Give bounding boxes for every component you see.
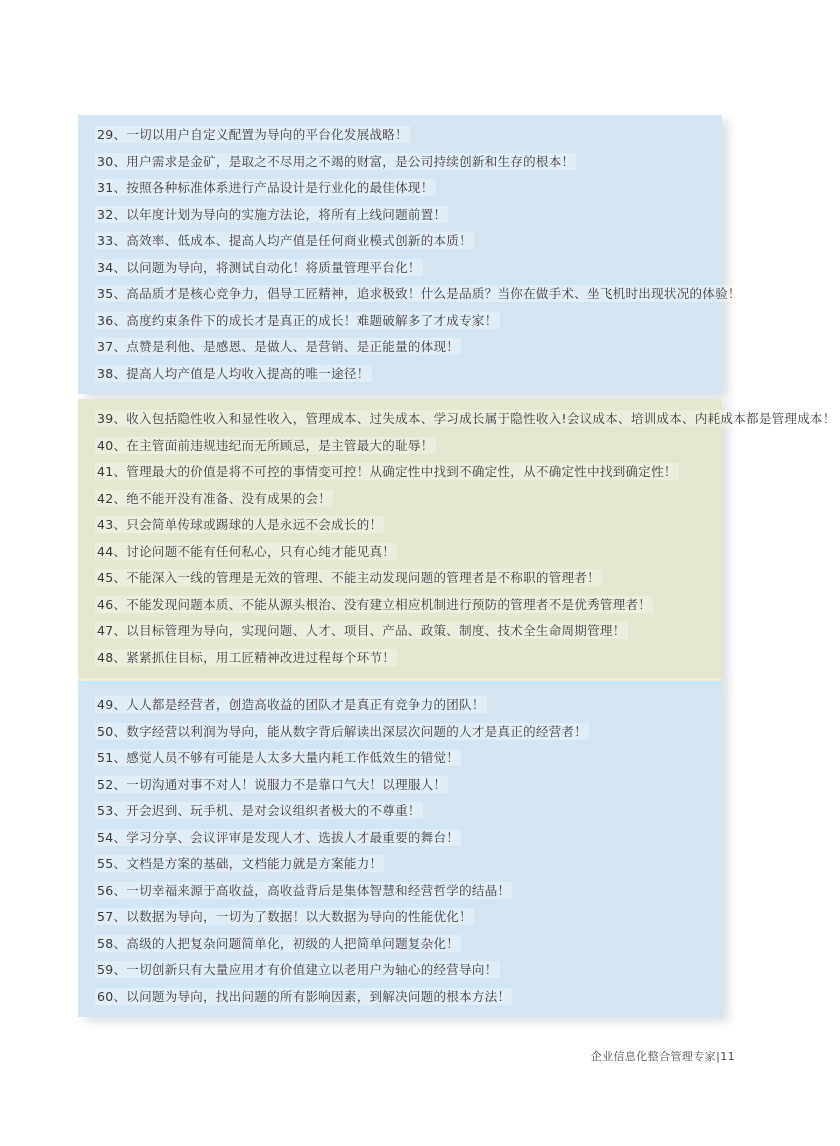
- list-item: [95, 149, 708, 176]
- quote-text: 42、绝不能开没有准备、没有成果的会！: [97, 490, 332, 506]
- quote-text: 35、高品质才是核心竞争力，倡导工匠精神，追求极致！什么是品质？当你在做手术、坐飞机时出现状况的体验！: [97, 286, 741, 301]
- quote-text: 29、一切以用户自定义配置为导向的平台化发展战略！: [97, 127, 408, 142]
- quote-text: 48、紧紧抓住目标，用工匠精神改进过程每个环节！: [97, 649, 396, 665]
- quote-text: 47、以目标管理为导向，实现问题、人才、项目、产品、政策、制度、技术全生命周期管理！: [97, 623, 626, 638]
- list-item: [95, 984, 708, 1011]
- list-item: [95, 798, 708, 825]
- list-item: [95, 645, 708, 672]
- quote-text: 46、不能发现问题本质、不能从源头根治、没有建立相应机制进行预防的管理者不是优秀管理者！: [97, 596, 652, 612]
- quote-text: 39、收入包括隐性收入和显性收入，管理成本、过失成本、学习成长属于隐性收入!会议成本、培训成本、内耗成本都是管理成本！: [97, 411, 836, 426]
- list-item: [95, 228, 708, 255]
- list-item: [95, 334, 708, 361]
- page-footer: 企业信息化整合管理专家|11: [590, 1050, 735, 1063]
- quote-text: 31、按照各种标准体系进行产品设计是行业化的最佳体现！: [97, 180, 434, 195]
- list-item: [95, 459, 708, 486]
- list-item: [95, 719, 708, 746]
- quote-text: 55、文档是方案的基础，文档能力就是方案能力！: [97, 856, 383, 871]
- list-item: [95, 175, 708, 202]
- quote-text: 43、只会简单传球或踢球的人是永远不会成长的！: [97, 517, 383, 532]
- list-item: [95, 281, 741, 308]
- quote-text: 54、学习分享、会议评审是发现人才、选拔人才最重要的舞台！: [97, 829, 460, 845]
- quote-text: 32、以年度计划为导向的实施方法论，将所有上线问题前置！: [97, 206, 447, 222]
- list-item: [95, 931, 708, 958]
- quote-text: 30、用户需求是金矿，是取之不尽用之不竭的财富，是公司持续创新和生存的根本！: [97, 153, 575, 169]
- quote-text: 50、数字经营以利润为导向，能从数字背后解读出深层次问题的人才是真正的经营者！: [97, 723, 588, 739]
- quote-text: 36、高度约束条件下的成长才是真正的成长！难题破解多了才成专家！: [97, 312, 498, 328]
- quote-text: 51、感觉人员不够有可能是人太多大量内耗工作低效生的错觉！: [97, 750, 460, 765]
- quote-section-blue-bottom: [78, 681, 722, 1017]
- list-item: [95, 772, 708, 799]
- list-item: [95, 512, 708, 539]
- quote-list-content: [78, 115, 836, 1017]
- list-item: [95, 825, 708, 852]
- quote-text: 34、以问题为导向，将测试自动化！将质量管理平台化！: [97, 259, 421, 275]
- quote-text: 59、一切创新只有大量应用才有价值建立以老用户为轴心的经营导向！: [97, 962, 498, 977]
- list-item: [95, 592, 708, 619]
- quote-text: 44、讨论问题不能有任何私心，只有心纯才能见真！: [97, 543, 396, 559]
- quote-text: 53、开会迟到、玩手机、是对会议组织者极大的不尊重！: [97, 803, 421, 818]
- quote-text: 58、高级的人把复杂问题简单化，初级的人把简单问题复杂化！: [97, 935, 460, 951]
- quote-section-blue-top: [78, 115, 741, 394]
- quote-text: 40、在主管面前违规违纪而无所顾忌，是主管最大的耻辱！: [97, 437, 434, 453]
- list-item: [95, 361, 708, 388]
- list-item: [95, 122, 708, 149]
- list-item: [95, 904, 708, 931]
- list-item: [95, 878, 708, 905]
- list-item: [95, 202, 708, 229]
- quote-text: 57、以数据为导向，一切为了数据！以大数据为导向的性能优化！: [97, 909, 472, 924]
- list-item: [95, 539, 708, 566]
- list-item: [95, 692, 708, 719]
- list-item: [95, 565, 708, 592]
- list-item: [95, 433, 708, 460]
- list-item: [95, 851, 708, 878]
- list-item: [95, 745, 708, 772]
- quote-text: 33、高效率、低成本、提高人均产值是任何商业模式创新的本质！: [97, 233, 472, 248]
- quote-text: 45、不能深入一线的管理是无效的管理、不能主动发现问题的管理者是不称职的管理者！: [97, 570, 600, 585]
- list-item: [95, 308, 708, 335]
- list-item: [95, 406, 836, 433]
- list-item: [95, 486, 708, 513]
- quote-text: 38、提高人均产值是人均收入提高的唯一途径！: [97, 365, 370, 381]
- quote-section-green-middle: [78, 399, 836, 681]
- quote-text: 49、人人都是经营者，创造高收益的团队才是真正有竞争力的团队！: [97, 697, 485, 712]
- list-item: [95, 255, 708, 282]
- list-item: [95, 618, 708, 645]
- quote-text: 52、一切沟通对事不对人！说服力不是靠口气大！以理服人！: [97, 776, 447, 792]
- quote-text: 56、一切幸福来源于高收益，高收益背后是集体智慧和经营哲学的结晶！: [97, 882, 511, 898]
- quote-text: 60、以问题为导向，找出问题的所有影响因素，到解决问题的根本方法！: [97, 988, 511, 1004]
- quote-text: 41、管理最大的价值是将不可控的事情变可控！从确定性中找到不确定性，从不确定性中找到确定性！: [97, 464, 677, 479]
- list-item: [95, 957, 708, 984]
- quote-text: 37、点赞是利他、是感恩、是做人、是营销、是正能量的体现！: [97, 339, 460, 354]
